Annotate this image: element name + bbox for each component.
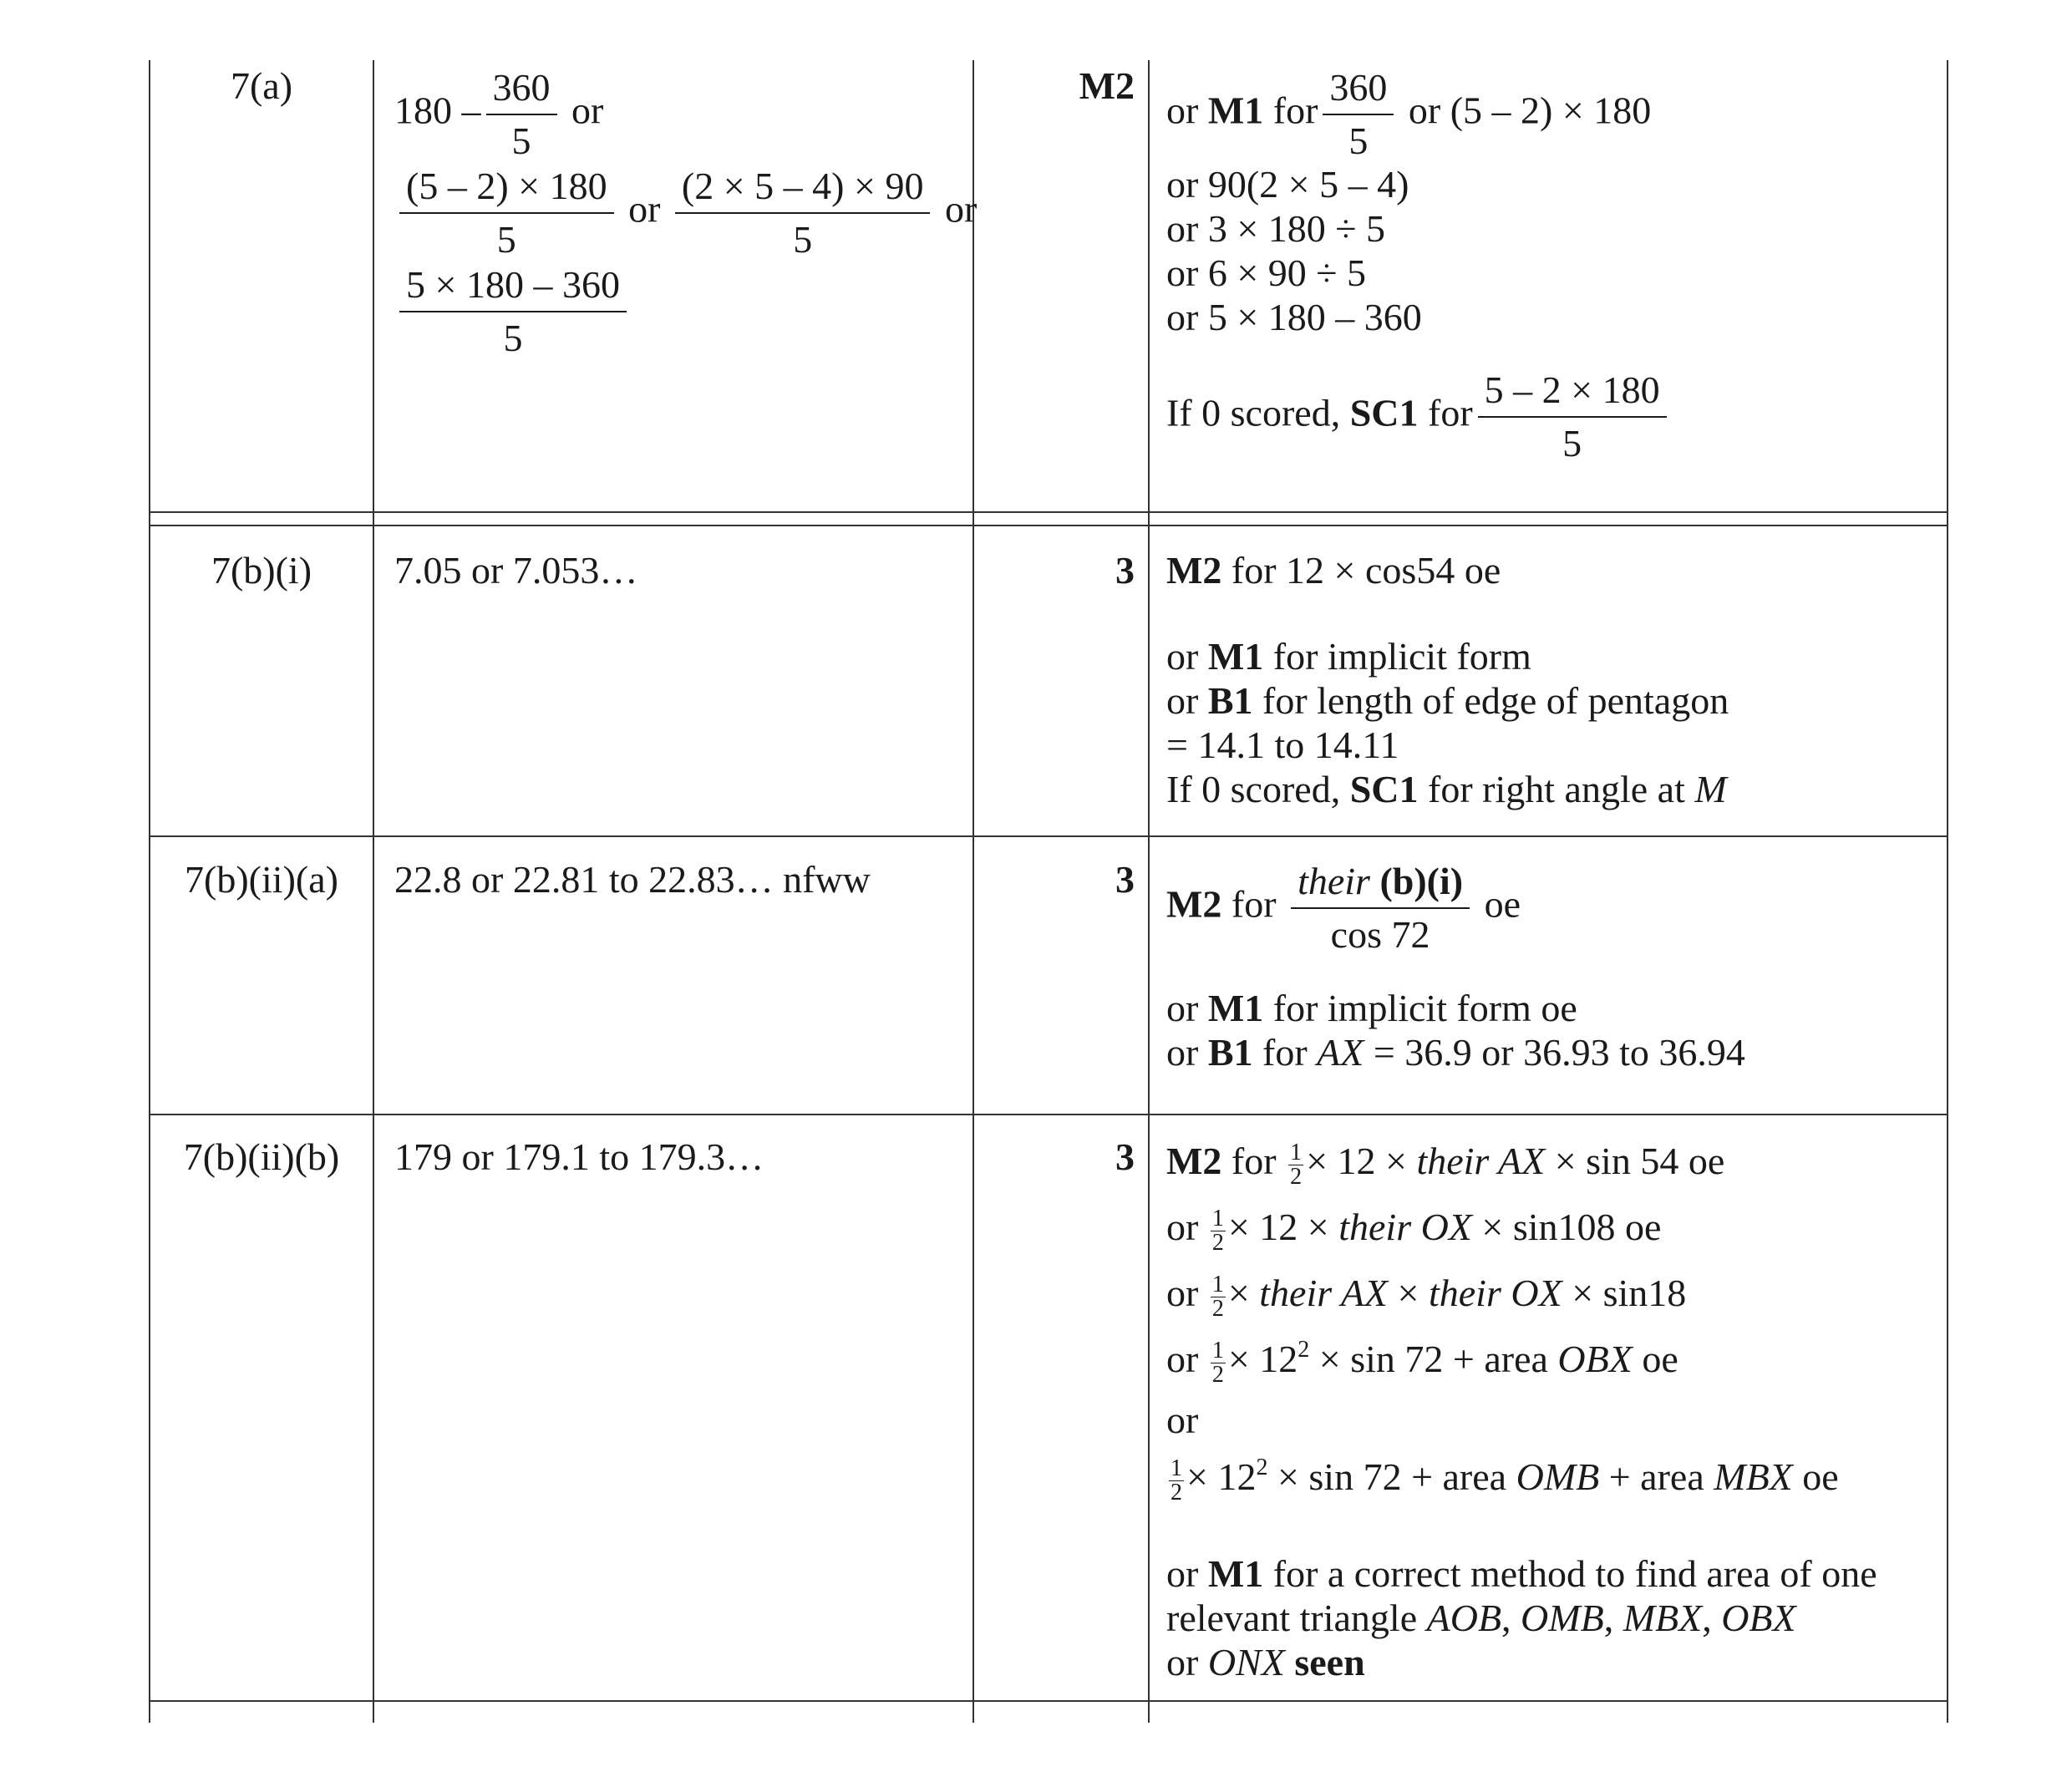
- question-number: 7(a): [230, 64, 293, 107]
- guidance-line: or M1 for implicit form oe: [1166, 987, 1577, 1029]
- guidance-line: or 6 × 90 ÷ 5: [1166, 251, 1367, 294]
- question-number: 7(b)(ii)(b): [183, 1135, 340, 1178]
- mark-value: M2: [1079, 64, 1135, 107]
- guidance-line: If 0 scored, SC1 for right angle at M: [1166, 768, 1727, 810]
- row-rule-double-bottom: [149, 525, 1948, 526]
- fraction: $\frac{\text{their (b)(i)}}{\cos 72}$: [1291, 861, 1470, 956]
- row-rule: [149, 1114, 1948, 1115]
- fraction: $\frac{5 - 2 \times 180}{5}$: [1478, 369, 1667, 465]
- guidance-line: or 90(2 × 5 – 4): [1166, 163, 1409, 206]
- column-rule-right: [1947, 60, 1948, 1723]
- fraction: $\frac{5 \times 180 - 360}{5}$: [399, 264, 627, 359]
- answer-cell: [394, 66, 978, 359]
- question-number: 7(b)(i): [211, 549, 312, 592]
- answer-cell: 179 or 179.1 to 179.3…: [394, 1135, 764, 1178]
- guidance-line: M2 for $\frac{1}{2}$ × 12 × their AX × sin 54 oe: [1166, 1139, 1725, 1190]
- guidance-line: or M1 for a correct method to find area of one: [1166, 1551, 1877, 1595]
- guidance-line: or M1 for $\frac{360}{5}$ or (5 – 2) × 180: [1166, 66, 1652, 162]
- guidance-line: or $\frac{1}{2}$ × their AX × their OX × sin18: [1166, 1271, 1687, 1322]
- answer-cell: 22.8 or 22.81 to 22.83… nfww: [394, 858, 871, 901]
- mark-value: 3: [1115, 858, 1135, 901]
- half-fraction: $\frac{1}{2}$: [1290, 1139, 1303, 1190]
- answer-line: 180 – $\frac{360}{5}$ or: [394, 66, 604, 162]
- guidance-cell: [1166, 1138, 1935, 1684]
- mark-value: 3: [1115, 1135, 1135, 1178]
- fraction: $\frac{360}{5}$: [1323, 67, 1394, 162]
- answer-line: $\frac{(5 - 2) \times 180}{5}$ or $\frac{(2 \times 5 - 4) \times 90}{5}$ or: [394, 165, 962, 261]
- row-rule-double-top: [149, 511, 1948, 513]
- question-number: 7(b)(ii)(a): [185, 858, 338, 901]
- guidance-cell: [1166, 861, 1935, 1074]
- guidance-line: or ONX seen: [1166, 1640, 1365, 1683]
- row-rule: [149, 1700, 1948, 1702]
- half-fraction: $\frac{1}{2}$: [1211, 1271, 1224, 1322]
- guidance-line: or M1 for implicit form: [1166, 635, 1531, 678]
- half-fraction: $\frac{1}{2}$: [1211, 1337, 1224, 1388]
- answer-cell: 7.05 or 7.053…: [394, 549, 638, 592]
- fraction: $\frac{(2 \times 5 - 4) \times 90}{5}$: [675, 165, 931, 261]
- guidance-cell: [1166, 548, 1935, 811]
- guidance-line: or 5 × 180 – 360: [1166, 296, 1422, 338]
- guidance-line: $\frac{1}{2}$ × $12^2 \times \sin 72$ + area OMB + area MBX oe: [1171, 1454, 1839, 1506]
- fraction: $\frac{360}{5}$: [486, 67, 557, 162]
- guidance-cell: [1166, 67, 1935, 465]
- mark-value: 3: [1115, 549, 1135, 592]
- guidance-line: or B1 for AX = 36.9 or 36.93 to 36.94: [1166, 1031, 1745, 1074]
- guidance-line: or $\frac{1}{2}$ × $12^2 \times \sin 72$ + area OBX oe: [1166, 1336, 1678, 1388]
- guidance-line: If 0 scored, SC1 for $\frac{5 - 2 \times 180}{5}$: [1166, 369, 1935, 465]
- guidance-line: M2 for 12 × cos54 oe: [1166, 549, 1501, 592]
- column-rule-marks: [1148, 60, 1150, 1723]
- guidance-line: or: [1166, 1398, 1199, 1441]
- row-rule: [149, 835, 1948, 837]
- guidance-line: M2 for $\frac{\text{their (b)(i)}}{\cos 72}$ oe: [1166, 860, 1521, 956]
- fraction: $\frac{(5 - 2) \times 180}{5}$: [399, 165, 614, 261]
- guidance-line: or $\frac{1}{2}$ × 12 × their OX × sin108 oe: [1166, 1205, 1662, 1256]
- guidance-line: or B1 for length of edge of pentagon: [1166, 679, 1729, 722]
- half-fraction: $\frac{1}{2}$: [1211, 1205, 1224, 1256]
- half-fraction: $\frac{1}{2}$: [1171, 1455, 1182, 1506]
- guidance-line: relevant triangle AOB, OMB, MBX, OBX: [1166, 1596, 1796, 1639]
- guidance-line: = 14.1 to 14.11: [1166, 724, 1399, 766]
- guidance-line: or 3 × 180 ÷ 5: [1166, 207, 1386, 250]
- answer-line: [394, 264, 962, 359]
- column-rule-question: [373, 60, 374, 1723]
